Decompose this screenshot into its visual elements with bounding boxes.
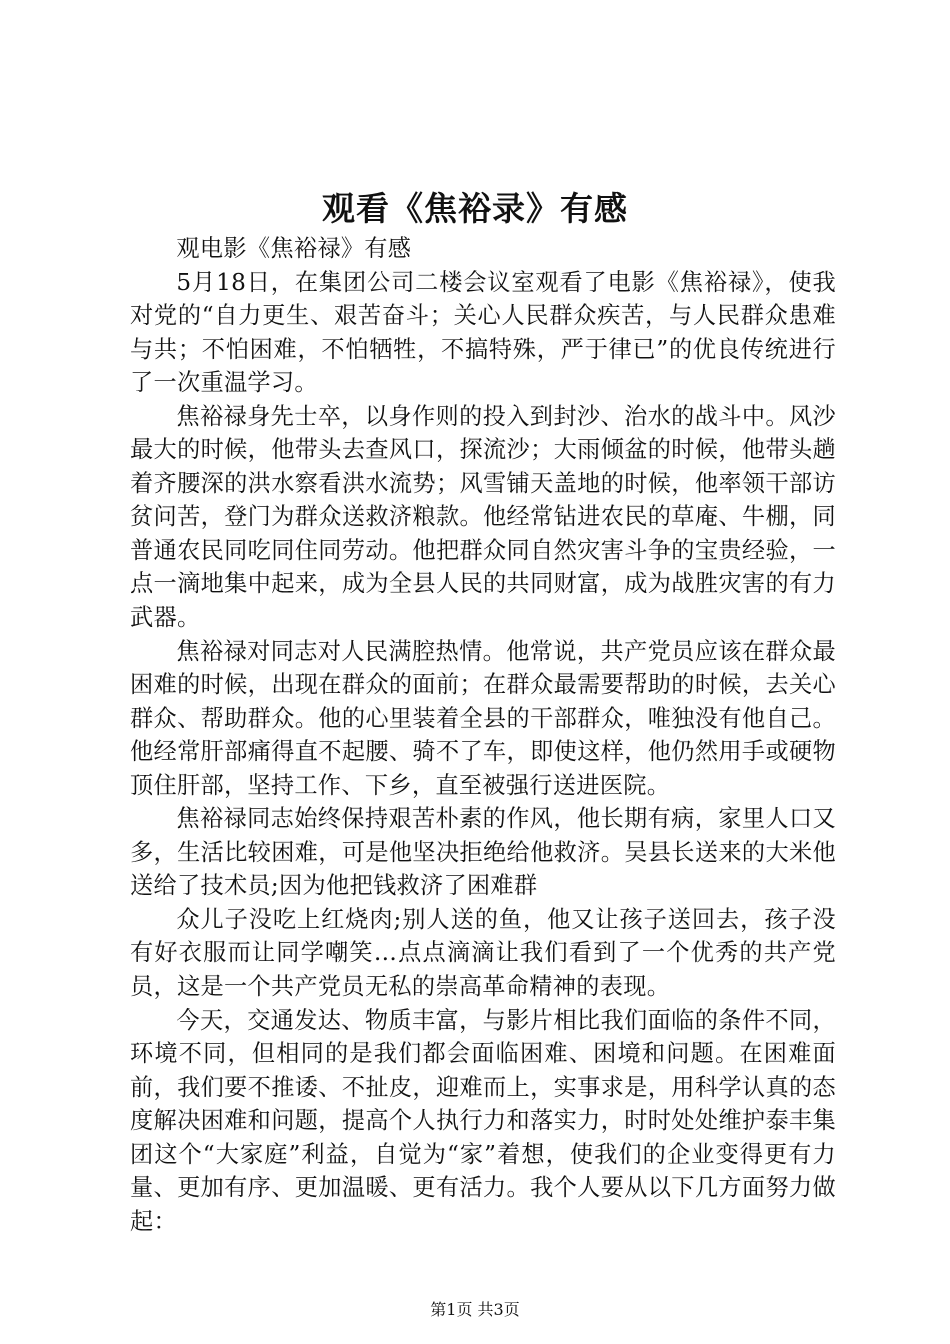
page-footer: 第1页 共3页 [430,1300,520,1319]
paragraph: 众儿子没吃上红烧肉;别人送的鱼，他又让孩子送回去，孩子没有好衣服而让同学嘲笑…点点滴滴让我们看到了一个优秀的共产党员，这是一个共产党员无私的崇高革命精神的表现。 [130,905,836,1001]
paragraph-subtitle: 观电影《焦裕禄》有感 [176,235,412,262]
paragraph: 焦裕禄同志始终保持艰苦朴素的作风，他长期有病，家里人口又多，生活比较困难，可是他坚决拒绝给他救济。吴县长送来的大米他送给了技术员;因为他把钱救济了困难群 [130,805,836,900]
paragraph: 焦裕禄对同志对人民满腔热情。他常说，共产党员应该在群众最困难的时候，出现在群众的面前；在群众最需要帮助的时候，去关心群众、帮助群众。他的心里装着全县的干部群众，唯独没有他自己。他经常肝部痛得直不起腰、骑不了车，即使这样，他仍然用手或硬物顶住肝部，坚持工作、下乡，直至被强行送进医院。 [130,637,836,799]
paragraph: 今天，交通发达、物质丰富，与影片相比我们面临的条件不同，环境不同，但相同的是我们都会面临困难、困境和问题。在困难面前，我们要不推诿、不扯皮，迎难而上，实事求是，用科学认真的态度解决困难和问题，提高个人执行力和落实力，时时处处维护泰丰集团这个“大家庭”利益，自觉为“家”着想，使我们的企业变得更有力量、更加有序、更加温暖、更有活力。我个人要从以下几方面努力做起： [130,1006,836,1235]
paragraph: 焦裕禄身先士卒，以身作则的投入到封沙、治水的战斗中。风沙最大的时候，他带头去查风口，探流沙；大雨倾盆的时候，他带头趟着齐腰深的洪水察看洪水流势；风雪铺天盖地的时候，他率领干部访贫问苦，登门为群众送救济粮款。他经常钻进农民的草庵、牛棚，同普通农民同吃同住同劳动。他把群众同自然灾害斗争的宝贵经验，一点一滴地集中起来，成为全县人民的共同财富，成为战胜灾害的有力武器。 [130,402,836,632]
document-body [130,232,836,1238]
document-title: 观看《焦裕录》有感 [322,189,628,228]
paragraph: 5月18日，在集团公司二楼会议室观看了电影《焦裕禄》，使我对党的“自力更生、艰苦奋斗；关心人民群众疾苦，与人民群众患难与共；不怕困难，不怕牺牲，不搞特殊，严于律已”的优良传统进行了一次重温学习。 [130,268,836,397]
